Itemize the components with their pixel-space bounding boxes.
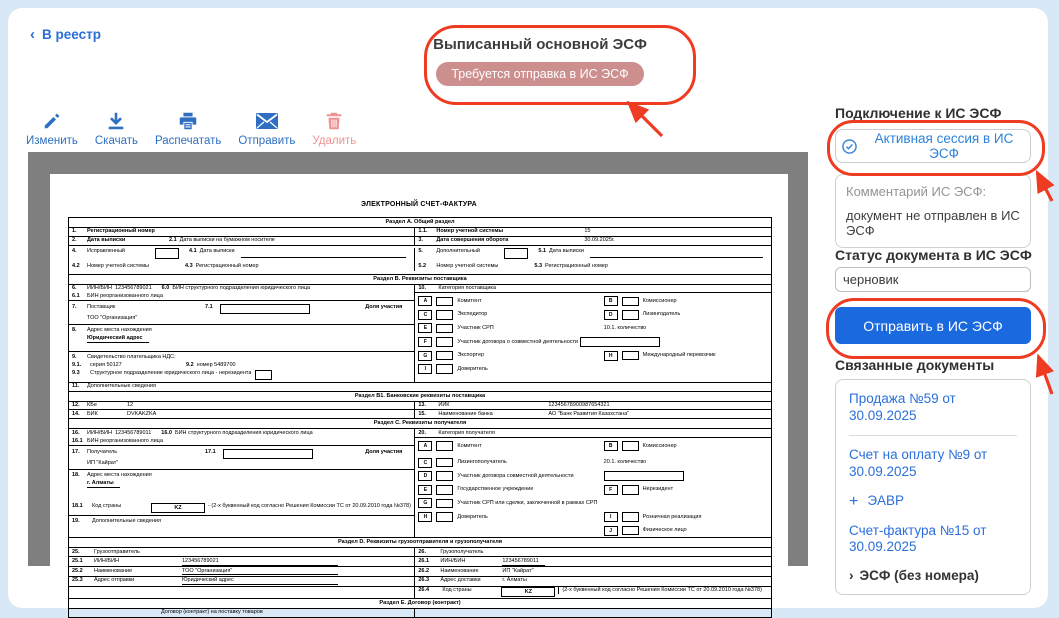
invoice-table <box>68 217 772 618</box>
category-label: Розничная реализация <box>642 513 702 520</box>
field-label: Доля участия <box>365 449 403 456</box>
field-num: 5. <box>418 248 423 255</box>
field-label: Дата выписки на бумажном носителе <box>179 237 275 244</box>
checkbox[interactable] <box>622 310 639 320</box>
field-num: 5.2 <box>418 263 427 270</box>
section-c-header: Раздел С. Реквизиты получателя <box>69 418 771 429</box>
field-label: Дополнительные сведения <box>92 517 161 524</box>
invoice-title: ЭЛЕКТРОННЫЙ СЧЕТ-ФАКТУРА <box>361 201 477 208</box>
esf-expand-item[interactable] <box>849 568 1017 583</box>
category-letter: B <box>604 441 618 451</box>
field-num: 16.0 <box>161 429 172 436</box>
field-num: 16. <box>72 429 80 436</box>
field-label: Грузоотправитель <box>94 548 140 555</box>
field-label: Номер учетной системы <box>87 263 149 270</box>
related-doc-link[interactable]: Счет-фактура №15 от 30.09.2025 <box>849 522 987 555</box>
field-num: 2.1 <box>169 237 177 244</box>
field-num: 25.2 <box>72 567 83 574</box>
field-value: 15 <box>584 228 591 235</box>
section-a-header: Раздел А. Общий раздел <box>69 218 771 228</box>
field-num: 1.1. <box>418 228 428 235</box>
field-num: 26.4 <box>418 587 430 594</box>
field-label: Получатель <box>87 449 118 456</box>
chevron-left-icon: ‹ <box>30 26 35 43</box>
delete-label: Удалить <box>312 135 357 147</box>
field-value: ТОО "Организация" <box>182 568 338 576</box>
field-label: Наименование <box>94 567 133 574</box>
add-eavr-link[interactable] <box>849 492 1017 512</box>
send-button-toolbar[interactable] <box>238 110 295 147</box>
field-num: 26. <box>418 548 427 555</box>
category-label: Доверитель <box>457 365 488 372</box>
invoice-row <box>69 246 771 274</box>
category-letter: D <box>604 310 618 320</box>
checkbox[interactable] <box>622 485 639 495</box>
field-value: АО "Банк Развития Казахстана" <box>548 410 630 417</box>
field-label: Наименование <box>440 567 479 574</box>
field-num: 2. <box>72 237 77 244</box>
print-label: Распечатать <box>155 135 222 147</box>
field-num: 7.1 <box>205 304 213 311</box>
comment-text: документ не отправлен в ИС ЭСФ <box>846 208 1020 238</box>
invoice-row <box>69 410 771 418</box>
comment-box <box>835 174 1031 248</box>
page-title: Выписанный основной ЭСФ <box>433 36 647 53</box>
checkbox[interactable] <box>436 310 453 320</box>
checkbox[interactable] <box>504 248 528 259</box>
field-label: Регистрационный номер <box>195 263 259 270</box>
section-b-header: Раздел В. Реквизиты поставщика <box>69 274 771 285</box>
category-letter: C <box>418 458 432 468</box>
field-label: ИИН/БИН <box>440 557 466 564</box>
field-label: Код страны <box>92 502 122 509</box>
field-value: ИП "Кайрат" <box>87 460 119 467</box>
field-num: 14. <box>72 410 80 417</box>
field-label: Номер учетной системы <box>436 228 504 235</box>
back-link-label: В реестр <box>42 27 101 42</box>
related-doc-label: ЭСФ (без номера) <box>859 568 979 584</box>
field-num: 18.1 <box>72 502 83 509</box>
category-letter: C <box>418 310 432 320</box>
field-num: 17.1 <box>205 449 216 456</box>
trash-icon <box>323 110 345 132</box>
spacer <box>69 343 414 352</box>
invoice-row <box>69 382 771 391</box>
field-num: 11. <box>72 383 80 390</box>
document-header <box>392 36 688 86</box>
field-label: Свидетельство плательщика НДС: <box>87 354 176 361</box>
field-label: Дата совершения оборота <box>436 237 509 244</box>
category-letter: F <box>418 337 432 347</box>
category-label: Комиссионер <box>642 442 677 449</box>
category-letter: G <box>418 498 432 508</box>
section-c-body <box>69 429 771 537</box>
field-value: 123456789011 <box>502 558 544 566</box>
checkbox[interactable] <box>155 248 179 259</box>
field-label: Код страны <box>442 587 472 594</box>
field-num: 13. <box>418 402 427 409</box>
field-label: Грузополучатель <box>440 548 484 555</box>
field-value: 12345678900987654321 <box>548 402 610 409</box>
field-label: Дата выписки <box>549 248 584 255</box>
send-label: Отправить <box>238 135 296 147</box>
category-label: Экспедитор <box>457 311 488 318</box>
field-value: 123456789021 <box>114 285 152 292</box>
chevron-right-icon: › <box>849 568 854 584</box>
field-label: Адрес места нахождения <box>87 327 152 334</box>
field-num: 9. <box>72 354 77 361</box>
blank-line <box>590 256 763 258</box>
category-letter: E <box>418 323 432 333</box>
field-label: Поставщик <box>87 304 116 311</box>
related-doc-link[interactable]: Продажа №59 от 30.09.2025 <box>849 391 1017 436</box>
field-num: 8. <box>72 327 77 334</box>
checkbox[interactable] <box>436 458 453 468</box>
country-code-box: KZ <box>501 587 555 597</box>
edit-button[interactable] <box>26 110 78 147</box>
invoice-row <box>69 228 771 237</box>
field-label: Категория поставщика <box>438 285 497 292</box>
field-value: 123456789011 <box>114 429 152 436</box>
checkbox[interactable] <box>436 485 453 495</box>
field-value: номер 5489700 <box>196 362 236 369</box>
field-label: Структурное подразделение юридического лица - нерезидента <box>90 370 252 377</box>
field-label: Адрес отправки <box>94 577 135 584</box>
field-label: Исправленный <box>87 248 125 255</box>
plus-icon: + <box>849 492 859 510</box>
field-label: Адрес доставки <box>440 577 481 584</box>
category-label: Участник СРП <box>457 325 494 332</box>
field-num: 16.1 <box>72 437 83 444</box>
category-label: Государственное учреждение <box>457 486 534 493</box>
checkbox[interactable] <box>436 337 453 347</box>
download-icon <box>105 110 127 132</box>
field-num: 5.1 <box>538 248 547 255</box>
field-num: 4.3 <box>185 263 193 270</box>
field-label: Номер учетной системы <box>436 263 499 270</box>
field-num: 5.3 <box>534 263 543 270</box>
field-num: 4.2 <box>72 263 80 270</box>
field-num: 9.2 <box>186 362 194 369</box>
checkbox[interactable] <box>622 441 639 451</box>
category-letter: I <box>604 512 618 522</box>
related-documents-box <box>835 379 1031 595</box>
field-num: 9.3 <box>72 370 80 377</box>
category-letter: I <box>418 364 432 374</box>
category-letter: E <box>418 485 432 495</box>
field-label: ИИН/БИН <box>87 429 112 436</box>
category-letter: H <box>604 351 618 361</box>
field-num: 19. <box>72 517 80 524</box>
category-letter: J <box>604 526 618 536</box>
field-num: 1. <box>72 228 77 235</box>
category-letter: A <box>418 296 432 306</box>
spacer <box>69 488 414 502</box>
category-label: Комитент <box>457 297 482 304</box>
category-letter: D <box>418 471 432 481</box>
field-num: 17. <box>72 449 80 456</box>
field-value: ТОО "Организация" <box>87 315 138 322</box>
field-label: Регистрационный номер <box>545 263 608 270</box>
field-num: 4. <box>72 248 77 255</box>
field-note: (2-х буквенный код согласно Решения Комиссии ТС от 20.09.2010 года №378) <box>558 587 762 594</box>
delete-button[interactable] <box>312 110 356 147</box>
field-num: 18. <box>72 471 80 478</box>
category-letter: F <box>604 485 618 495</box>
checkbox[interactable] <box>436 364 453 374</box>
pencil-icon <box>41 110 63 132</box>
status-badge: Требуется отправка в ИС ЭСФ <box>436 62 643 86</box>
category-letter: A <box>418 441 432 451</box>
field-label: БИН структурного подразделения юридического лица <box>174 429 313 436</box>
invoice-row <box>69 557 771 567</box>
checkbox[interactable] <box>622 297 639 307</box>
field-num: 20. <box>418 429 427 436</box>
checkbox[interactable] <box>436 297 453 307</box>
field-label: ИИК <box>438 402 450 409</box>
print-button[interactable] <box>155 110 221 147</box>
send-to-is-esf-button[interactable]: Отправить в ИС ЭСФ <box>835 307 1031 344</box>
category-label: Лизингополучатель <box>457 459 507 466</box>
field-value: 123456789021 <box>182 558 338 566</box>
field-value: серия 50127 <box>90 362 122 369</box>
checkbox[interactable] <box>255 370 272 380</box>
category-label: Комиссионер <box>642 297 677 304</box>
comment-label: Комментарий ИС ЭСФ: <box>846 184 987 199</box>
field-label: ИИН/БИН <box>87 285 112 292</box>
field-num: 25.3 <box>72 577 83 584</box>
category-letter: B <box>604 296 618 306</box>
back-to-registry-link[interactable] <box>30 26 101 43</box>
checkbox[interactable] <box>622 512 639 522</box>
invoice-row <box>69 548 771 557</box>
field-note: - (2-х буквенный код согласно Решения Комиссии ТС от 20.09.2010 года №378) <box>208 502 411 509</box>
field-label: Категория получателя <box>438 429 495 436</box>
checkbox[interactable] <box>436 471 453 481</box>
field-num: 26.2 <box>418 567 430 574</box>
category-label: Нерезидент <box>642 486 674 493</box>
field-value: г. Алматы <box>87 480 120 488</box>
category-label: Комитент <box>457 442 482 449</box>
checkbox[interactable] <box>622 351 639 361</box>
status-input[interactable] <box>835 267 1031 292</box>
status-title: Статус документа в ИС ЭСФ <box>835 247 1032 263</box>
field-num: 25. <box>72 548 80 555</box>
field-label: Адрес места нахождения <box>87 471 152 478</box>
related-title: Связанные документы <box>835 357 995 373</box>
field-label: БИН реорганизованного лица <box>87 292 163 299</box>
field-num: 3. <box>418 237 423 244</box>
section-e-header: Раздел Е. Договор (контракт) <box>69 598 771 609</box>
checkbox[interactable] <box>436 512 453 522</box>
category-label: Участник СРП или сделки, заключенной в рамках СРП <box>457 499 598 506</box>
category-label: Экспортер <box>457 352 485 359</box>
input-box[interactable] <box>580 337 660 347</box>
country-code-box: KZ <box>151 503 205 513</box>
field-value: 30.09.2025г. <box>584 237 615 244</box>
field-num: 9.1. <box>72 362 82 369</box>
checkbox[interactable] <box>436 324 453 334</box>
section-b-body <box>69 285 771 382</box>
document-toolbar <box>26 110 356 147</box>
checkbox[interactable] <box>436 441 453 451</box>
field-label: Дата выписки <box>87 237 126 244</box>
field-label: Доля участия <box>365 304 403 311</box>
field-num: 6.0 <box>161 285 170 292</box>
input-box[interactable] <box>604 471 684 481</box>
category-label: Участник договора совместной деятельности <box>457 472 574 479</box>
field-label: КБе <box>87 402 97 409</box>
field-label: БИН структурного подразделения юридического лица <box>172 285 311 292</box>
invoice-page <box>50 174 788 616</box>
field-num: 25.1 <box>72 557 83 564</box>
input-box[interactable] <box>223 449 313 459</box>
field-label: 20.1. количество <box>603 459 647 466</box>
category-letter: H <box>418 512 432 522</box>
field-num: 4.1 <box>189 248 197 255</box>
connection-title: Подключение к ИС ЭСФ <box>835 105 1002 121</box>
field-num: 7. <box>72 304 77 311</box>
field-num: 6. <box>72 285 77 292</box>
invoice-row <box>69 402 771 411</box>
field-value: Юридический адрес <box>182 577 338 585</box>
download-label: Скачать <box>94 135 138 147</box>
section-b1-header: Раздел В1. Банковские реквизиты поставщика <box>69 391 771 402</box>
field-label: Договор (контракт) на поставку товаров <box>161 609 263 616</box>
active-session-button[interactable] <box>835 129 1031 163</box>
related-doc-label: ЭАВР <box>867 493 905 509</box>
field-value: 12 <box>127 402 134 409</box>
field-num: 6.1 <box>72 292 80 299</box>
related-doc-link[interactable]: Счет на оплату №9 от 30.09.2025 <box>849 446 988 479</box>
blank-line <box>241 256 407 258</box>
field-value: ИП "Кайрат" <box>502 567 534 574</box>
category-label: Международный перевозчик <box>642 352 716 359</box>
invoice-row <box>69 587 771 598</box>
input-box[interactable] <box>220 304 310 314</box>
field-num: 26.3 <box>418 577 430 584</box>
printer-icon <box>177 110 199 132</box>
checkbox[interactable] <box>622 526 639 536</box>
field-label: Дата выписки <box>199 248 235 255</box>
category-label: Лизингодатель <box>642 311 681 318</box>
field-label: БИК <box>87 410 98 417</box>
field-num: 26.1 <box>418 557 430 564</box>
invoice-row <box>69 609 771 617</box>
field-num: 10. <box>418 285 427 292</box>
checkbox[interactable] <box>436 499 453 509</box>
field-label: БИН реорганизованного лица <box>87 437 163 444</box>
field-label: Наименование банка <box>438 410 493 417</box>
download-button[interactable] <box>95 110 138 147</box>
field-label: ИИН/БИН <box>94 557 119 564</box>
edit-label: Изменить <box>26 135 78 147</box>
invoice-row <box>69 577 771 587</box>
section-d-header: Раздел D. Реквизиты грузоотправителя и грузополучателя <box>69 537 771 548</box>
field-value: Юридический адрес <box>87 335 149 343</box>
checkbox[interactable] <box>436 351 453 361</box>
field-label: Регистрационный номер <box>87 228 155 235</box>
field-value: DVKAKZKA <box>127 410 157 417</box>
field-label: 10.1. количество <box>603 325 647 332</box>
pdf-viewer[interactable] <box>28 152 808 616</box>
field-num: 12. <box>72 402 80 409</box>
invoice-row <box>69 237 771 246</box>
category-letter: G <box>418 351 432 361</box>
field-num: 15. <box>418 410 427 417</box>
category-label: Участник договора о совместной деятельности <box>457 338 579 345</box>
session-button-label: Активная сессия в ИС ЭСФ <box>874 131 1014 161</box>
field-label: Дополнительный <box>436 248 480 255</box>
field-label: Дополнительные сведения <box>87 383 156 390</box>
check-circle-icon <box>842 139 857 154</box>
category-label: Физическое лицо <box>642 527 687 534</box>
invoice-row <box>69 567 771 577</box>
field-value: г. Алматы <box>502 577 527 584</box>
envelope-icon <box>255 110 279 132</box>
category-label: Доверитель <box>457 513 488 520</box>
